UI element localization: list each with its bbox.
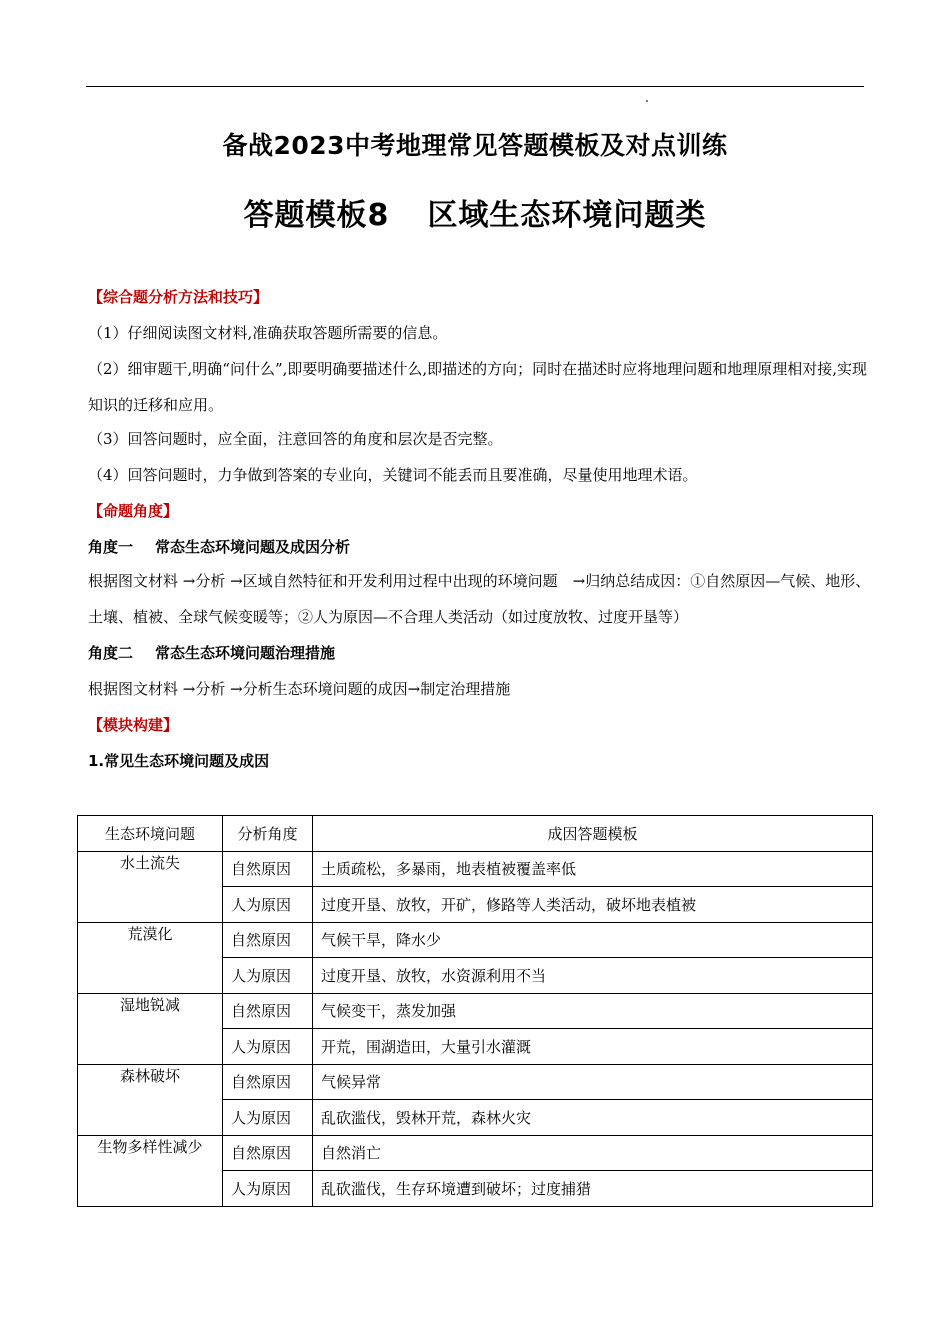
cause-cell: 气候干旱，降水少 xyxy=(313,922,873,958)
angle-2-text: 根据图文材料 →分析 →分析生态环境问题的成因→制定治理措施 xyxy=(88,680,511,698)
table-row xyxy=(78,993,873,1029)
angle-cell: 人为原因 xyxy=(223,1171,313,1207)
cause-cell: 开荒，围湖造田，大量引水灌溉 xyxy=(313,1029,873,1065)
issue-cell: 湿地锐减 xyxy=(78,993,223,1064)
angle-cell: 人为原因 xyxy=(223,887,313,923)
angle-2-heading xyxy=(88,643,872,663)
angle-cell: 自然原因 xyxy=(223,1135,313,1171)
issue-cell: 生物多样性减少 xyxy=(78,1135,223,1206)
cause-cell: 气候变干，蒸发加强 xyxy=(313,993,873,1029)
cause-cell: 过度开垦、放牧，水资源利用不当 xyxy=(313,958,873,994)
body-content xyxy=(88,287,872,771)
issue-cell: 水土流失 xyxy=(78,851,223,922)
table-caption: 1.常见生态环境问题及成因 xyxy=(88,752,270,770)
section-heading-angles: 【命题角度】 xyxy=(88,502,179,520)
angle-1-title: 常态生态环境问题及成因分析 xyxy=(155,538,351,556)
header-issue: 生态环境问题 xyxy=(78,816,223,852)
cause-cell: 土质疏松，多暴雨，地表植被覆盖率低 xyxy=(313,851,873,887)
table-row xyxy=(78,851,873,887)
angle-cell: 自然原因 xyxy=(223,1064,313,1100)
header-angle: 分析角度 xyxy=(223,816,313,852)
cause-cell: 过度开垦、放牧，开矿，修路等人类活动，破坏地表植被 xyxy=(313,887,873,923)
header-dot xyxy=(646,100,648,102)
angle-2-title: 常态生态环境问题治理措施 xyxy=(155,644,336,662)
document-subtitle xyxy=(0,190,950,234)
section-heading-modules: 【模块构建】 xyxy=(88,716,179,734)
document-title: 备战2023中考地理常见答题模板及对点训练 xyxy=(222,131,728,160)
template-number: 答题模板8 xyxy=(243,198,390,233)
angle-cell: 人为原因 xyxy=(223,1029,313,1065)
angle-cell: 人为原因 xyxy=(223,958,313,994)
method-item-2: （2）细审题干,明确“问什么”,即要明确要描述什么,即描述的方向；同时在描述时应将地理问题和地理原理相对接,实现知识的迁移和应用。 xyxy=(88,360,867,414)
angle-cell: 人为原因 xyxy=(223,1100,313,1136)
issue-cell: 森林破坏 xyxy=(78,1064,223,1135)
header-template: 成因答题模板 xyxy=(313,816,873,852)
issue-cell: 荒漠化 xyxy=(78,922,223,993)
angle-2-label: 角度二 xyxy=(88,644,134,662)
cause-cell: 乱砍滥伐，毁林开荒，森林火灾 xyxy=(313,1100,873,1136)
angle-1-text: 根据图文材料 →分析 →区域自然特征和开发利用过程中出现的环境问题 →归纳总结成因：①自然原因—气候、地形、土壤、植被、全球气候变暖等；②人为原因—不合理人类活动（如过度放牧、过度开垦等） xyxy=(88,572,871,626)
cause-cell: 乱砍滥伐，生存环境遭到破坏；过度捕猎 xyxy=(313,1171,873,1207)
section-heading-methods: 【综合题分析方法和技巧】 xyxy=(88,288,269,306)
cause-cell: 自然消亡 xyxy=(313,1135,873,1171)
cause-cell: 气候异常 xyxy=(313,1064,873,1100)
angle-cell: 自然原因 xyxy=(223,851,313,887)
causes-table xyxy=(77,815,873,1207)
template-topic: 区域生态环境问题类 xyxy=(427,198,707,233)
method-item-1: （1）仔细阅读图文材料,准确获取答题所需要的信息。 xyxy=(88,324,448,342)
angle-1-label: 角度一 xyxy=(88,538,134,556)
method-item-4: （4）回答问题时，力争做到答案的专业向，关键词不能丢而且要准确，尽量使用地理术语。 xyxy=(88,466,698,484)
table-row xyxy=(78,1064,873,1100)
angle-cell: 自然原因 xyxy=(223,922,313,958)
angle-1-heading xyxy=(88,537,872,557)
table-header-row xyxy=(78,816,873,852)
method-item-3: （3）回答问题时，应全面，注意回答的角度和层次是否完整。 xyxy=(88,430,503,448)
angle-cell: 自然原因 xyxy=(223,993,313,1029)
header-rule xyxy=(86,86,864,87)
table-row xyxy=(78,1135,873,1171)
table-row xyxy=(78,922,873,958)
